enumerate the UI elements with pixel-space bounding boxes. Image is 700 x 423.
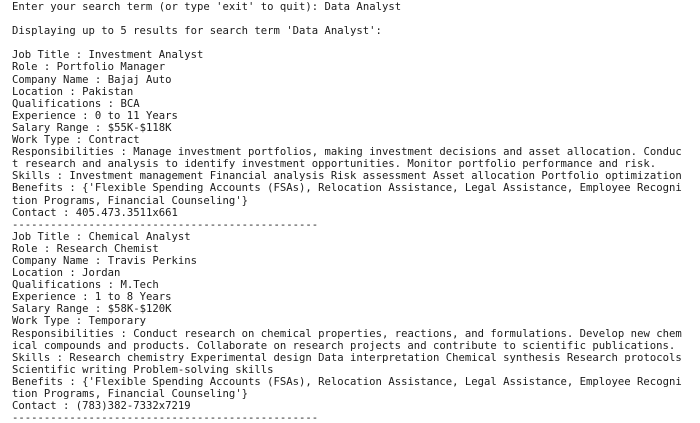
prompt-label: Enter your search term (or type 'exit' to quit): xyxy=(12,1,319,13)
job-result-1 xyxy=(12,49,700,230)
field-contact: Contact : (783)382-7332x7219 xyxy=(12,400,191,413)
field-contact: Contact : 405.473.3511x661 xyxy=(12,206,178,219)
job-result-2 xyxy=(12,231,700,423)
field-company: Company Name : Travis Perkins xyxy=(12,254,197,267)
search-input-value[interactable]: Data Analyst xyxy=(324,1,402,13)
field-experience: Experience : 0 to 11 Years xyxy=(12,109,178,122)
blank-line xyxy=(12,37,700,49)
results-summary: Displaying up to 5 results for search term 'Data Analyst': xyxy=(12,25,382,38)
field-responsibilities: Responsibilities : Manage investment portfolios, making investment decisions and asset allocation. Conduct research and analysis to identify investment opportunities. Monitor portfolio performance and risk. xyxy=(12,146,682,171)
field-salary: Salary Range : $58K-$120K xyxy=(12,303,172,316)
field-qualifications: Qualifications : M.Tech xyxy=(12,279,159,292)
field-role: Role : Portfolio Manager xyxy=(12,61,166,74)
blank-line xyxy=(12,13,700,25)
field-location: Location : Jordan xyxy=(12,267,121,280)
field-experience: Experience : 1 to 8 Years xyxy=(12,291,172,304)
field-location: Location : Pakistan xyxy=(12,85,134,98)
field-company: Company Name : Bajaj Auto xyxy=(12,73,172,86)
search-prompt xyxy=(12,1,700,13)
separator: ------------------------------------------------ xyxy=(12,412,319,423)
field-work-type: Work Type : Contract xyxy=(12,134,140,147)
field-salary: Salary Range : $55K-$118K xyxy=(12,121,172,134)
field-skills: Skills : Investment management Financial analysis Risk assessment Asset allocation Portfolio optimization xyxy=(12,170,682,183)
field-qualifications: Qualifications : BCA xyxy=(12,97,140,110)
field-skills: Skills : Research chemistry Experimental design Data interpretation Chemical synthesis Research protocols Scientific writing Problem-solving skills xyxy=(12,351,689,376)
field-role: Role : Research Chemist xyxy=(12,242,159,255)
field-benefits: Benefits : {'Flexible Spending Accounts (FSAs), Relocation Assistance, Legal Assistance, Employee Recognition Programs, Financial Counseling'} xyxy=(12,182,682,207)
field-responsibilities: Responsibilities : Conduct research on chemical properties, reactions, and formulations. Develop new chemical compounds and products. Collaborate on research projects and contribute to scientific publications. xyxy=(12,327,682,352)
field-benefits: Benefits : {'Flexible Spending Accounts (FSAs), Relocation Assistance, Legal Assistance, Employee Recognition Programs, Financial Counseling'} xyxy=(12,375,682,400)
separator: ------------------------------------------------ xyxy=(12,218,319,231)
field-work-type: Work Type : Temporary xyxy=(12,315,146,328)
field-job-title: Job Title : Chemical Analyst xyxy=(12,230,191,243)
field-job-title: Job Title : Investment Analyst xyxy=(12,49,204,62)
